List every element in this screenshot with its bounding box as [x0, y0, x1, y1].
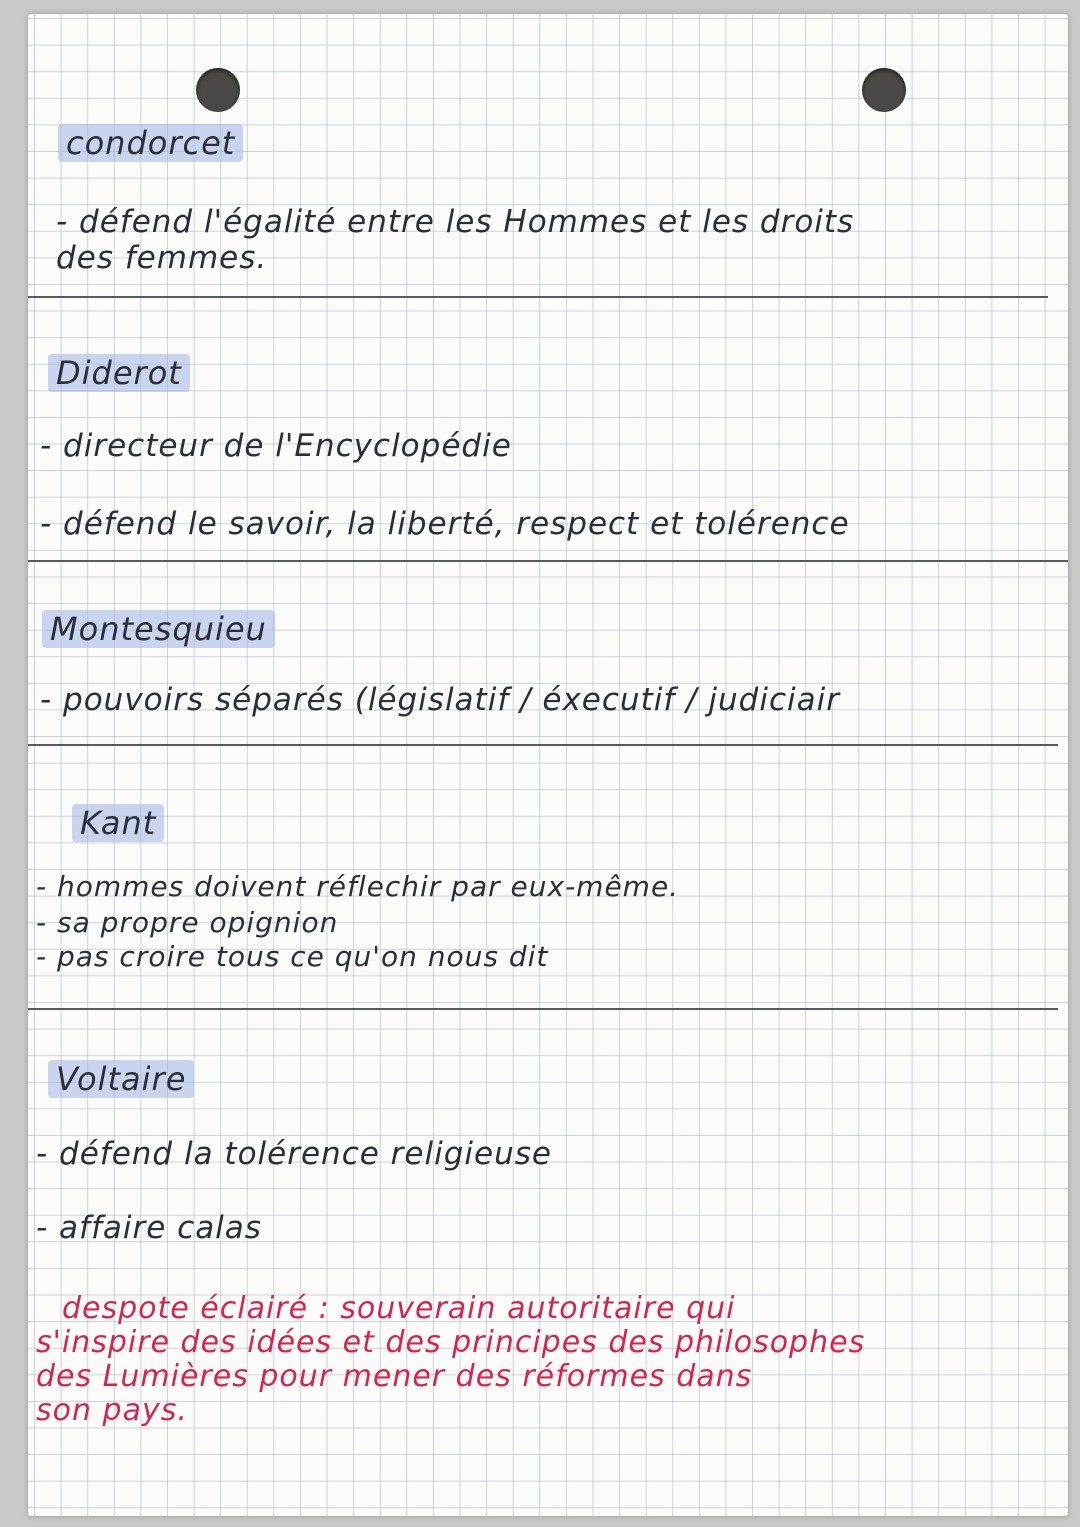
note-line: - directeur de l'Encyclopédie [40, 428, 512, 464]
notebook-page [28, 14, 1068, 1516]
note-line: - défend le savoir, la liberté, respect et tolérence [40, 506, 850, 542]
binder-hole-left [196, 68, 240, 112]
definition-line: s'inspire des idées et des principes des philosophes [36, 1325, 866, 1360]
section-title-montesquieu: Montesquieu [42, 610, 275, 648]
note-line: - pouvoirs séparés (législatif / éxecutif / judiciair [40, 682, 840, 718]
section-divider [28, 296, 1048, 298]
note-line: - pas croire tous ce qu'on nous dit [36, 940, 549, 973]
definition-line: son pays. [36, 1393, 188, 1428]
binder-hole-right [862, 68, 906, 112]
section-divider [28, 560, 1068, 562]
note-line: des femmes. [56, 240, 268, 276]
note-line: - sa propre opignion [36, 906, 339, 939]
definition-line: despote éclairé : souverain autoritaire qui [62, 1291, 736, 1326]
section-divider [28, 1008, 1058, 1010]
section-title-voltaire: Voltaire [48, 1060, 194, 1098]
section-title-diderot: Diderot [48, 354, 190, 392]
section-divider [28, 744, 1058, 746]
section-title-condorcet: condorcet [58, 124, 243, 162]
section-title-kant: Kant [72, 804, 164, 842]
note-line: - défend la tolérence religieuse [36, 1136, 552, 1172]
definition-line: des Lumières pour mener des réformes dans [36, 1359, 753, 1394]
note-line: - affaire calas [36, 1210, 262, 1246]
note-line: - hommes doivent réflechir par eux-même. [36, 870, 680, 903]
note-line: - défend l'égalité entre les Hommes et les droits [56, 204, 855, 240]
